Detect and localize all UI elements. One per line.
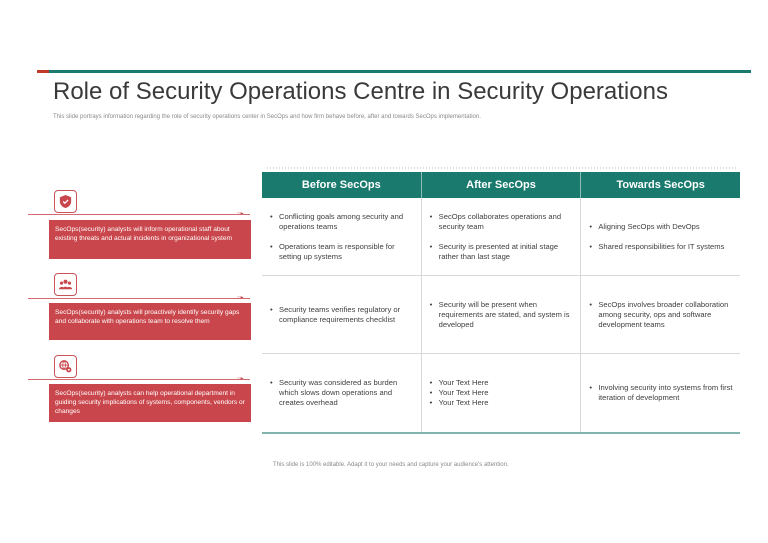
connector-line xyxy=(28,379,250,380)
sidebar-text-box: SecOps(security) analysts will proactively identify security gaps and collaborate with operations team to resolve them xyxy=(49,303,251,340)
top-rule-accent xyxy=(37,70,49,73)
dotted-divider xyxy=(266,166,738,170)
table-header-row xyxy=(262,172,740,198)
table-cell xyxy=(262,198,421,275)
table-cell xyxy=(421,354,581,432)
bullet-text: • Security was considered as burden which slows down operations and creates overhead xyxy=(270,378,415,408)
team-icon xyxy=(54,273,77,296)
top-rule xyxy=(37,70,751,73)
bullet-text: • Security teams verifies regulatory or compliance requirements checklist xyxy=(270,305,415,325)
connector-line xyxy=(28,298,250,299)
table-cell xyxy=(421,198,581,275)
page-subtitle: This slide portrays information regarding the role of security operations center in SecOps and how firm behave before, after and towards SecOps implementation. xyxy=(53,114,481,120)
table-cell xyxy=(580,198,740,275)
bullet-text: • Security is presented at initial stage rather than last stage xyxy=(430,242,575,262)
bullet-text: • SecOps involves broader collaboration among security, ops and software development teams xyxy=(589,300,734,330)
bullet-text: • Involving security into systems from first iteration of development xyxy=(589,383,734,403)
bullet-text: • Operations team is responsible for setting up systems xyxy=(270,242,415,262)
column-header-before: Before SecOps xyxy=(301,179,381,191)
footer-note: This slide is 100% editable. Adapt it to your needs and capture your audience's attention. xyxy=(273,462,509,468)
bullet-text: • SecOps collaborates operations and security team xyxy=(430,212,575,232)
table-row xyxy=(262,354,740,432)
table-cell xyxy=(580,276,740,353)
connector-arrow: ○▸ xyxy=(237,295,244,301)
bullet-text: • Your Text Here xyxy=(430,388,575,398)
page-title: Role of Security Operations Centre in Security Operations xyxy=(53,78,668,105)
table-cell xyxy=(262,354,421,432)
table-cell xyxy=(262,276,421,353)
sidebar-text-box: SecOps(security) analysts can help operational department in guiding security implications of systems, components, vendors or changes xyxy=(49,384,251,422)
table-cell xyxy=(421,276,581,353)
shield-icon xyxy=(54,190,77,213)
table-cell xyxy=(580,354,740,432)
bullet-text: • Conflicting goals among security and operations teams xyxy=(270,212,415,232)
column-header-towards: Towards SecOps xyxy=(580,172,740,198)
gear-globe-icon xyxy=(54,355,77,378)
table-row xyxy=(262,276,740,354)
bullet-text: • Your Text Here xyxy=(430,398,575,408)
sidebar-text-box: SecOps(security) analysts will inform operational staff about existing threats and actual incidents in organizational system xyxy=(49,220,251,259)
bullet-text: • Aligning SecOps with DevOps xyxy=(589,222,734,232)
table-row xyxy=(262,198,740,276)
secops-comparison-table xyxy=(262,172,740,434)
bullet-text: • Shared responsibilities for IT systems xyxy=(589,242,734,252)
connector-line xyxy=(28,214,250,215)
column-header-after: After SecOps xyxy=(421,172,581,198)
connector-arrow: ○▸ xyxy=(237,376,244,382)
table-bottom-rule xyxy=(262,432,740,434)
bullet-text: • Security will be present when requirements are stated, and system is developed xyxy=(430,300,575,330)
bullet-text: • Your Text Here xyxy=(430,378,575,388)
connector-arrow: ○▸ xyxy=(237,211,244,217)
